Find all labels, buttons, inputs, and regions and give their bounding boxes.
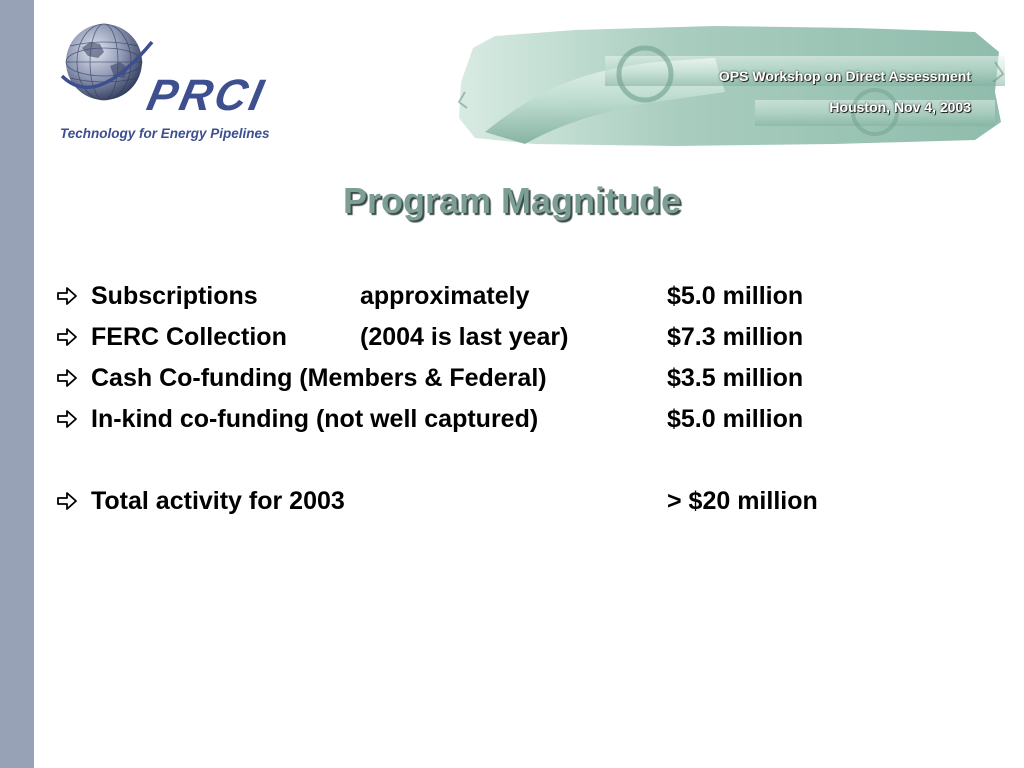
row-label: Subscriptions	[91, 282, 258, 310]
bullet-list	[56, 280, 956, 526]
total-label: Total activity for 2003	[91, 487, 345, 515]
list-item	[56, 321, 956, 362]
list-item	[56, 362, 956, 403]
header-banner	[455, 22, 1005, 150]
workshop-title: OPS Workshop on Direct Assessment	[718, 68, 971, 84]
outline-right-arrow-icon	[56, 409, 78, 429]
outline-right-arrow-icon	[56, 327, 78, 347]
row-label: In-kind co-funding (not well captured)	[91, 405, 539, 433]
row-label: FERC Collection	[91, 323, 287, 351]
logo-tagline: Technology for Energy Pipelines	[60, 126, 270, 141]
row-amount: $3.5 million	[667, 364, 804, 392]
spacer	[56, 444, 956, 485]
logo-wordmark: PRCI	[142, 71, 271, 120]
left-accent-stripe	[0, 0, 34, 768]
pipeline-banner-image	[455, 22, 1005, 150]
total-amount: > $20 million	[667, 487, 818, 515]
row-amount: $5.0 million	[667, 282, 804, 310]
list-item	[56, 280, 956, 321]
list-item	[56, 403, 956, 444]
outline-right-arrow-icon	[56, 368, 78, 388]
outline-right-arrow-icon	[56, 491, 78, 511]
row-note: (2004 is last year)	[360, 323, 569, 351]
total-item	[56, 485, 956, 526]
row-amount: $7.3 million	[667, 323, 804, 351]
workshop-date: Houston, Nov 4, 2003	[829, 99, 971, 115]
prci-logo	[56, 14, 316, 148]
outline-right-arrow-icon	[56, 286, 78, 306]
globe-icon	[56, 14, 156, 114]
row-note: approximately	[360, 282, 530, 310]
slide-title: Program Magnitude	[342, 180, 682, 221]
row-label: Cash Co-funding (Members & Federal)	[91, 364, 547, 392]
row-amount: $5.0 million	[667, 405, 804, 433]
